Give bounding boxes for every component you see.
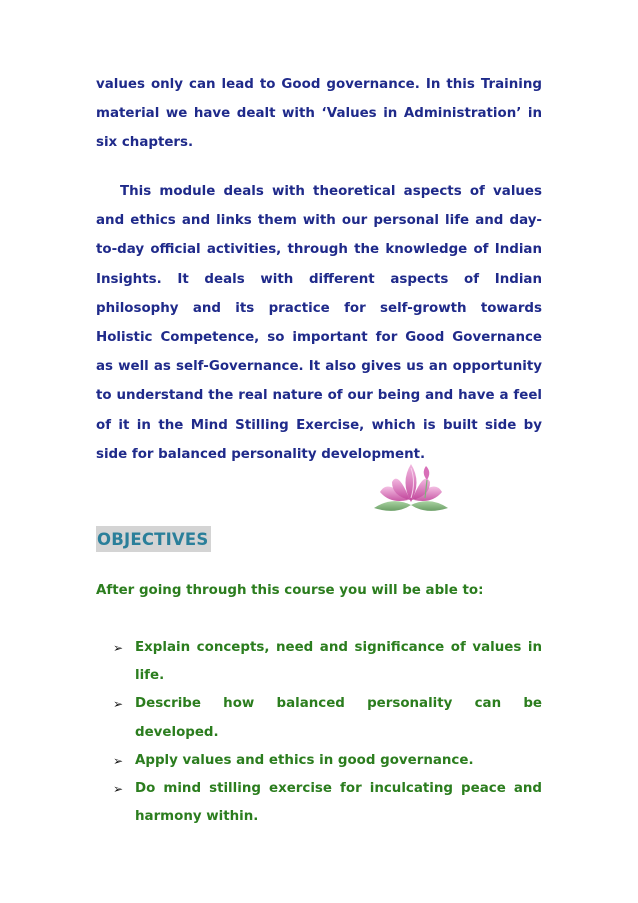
lotus-flower-icon [370, 458, 452, 518]
objective-item-explain-concepts [110, 634, 542, 690]
objective-text: Do mind stilling exercise for inculcating peace and harmony within. [135, 781, 542, 825]
objectives-heading: OBJECTIVES [96, 526, 211, 552]
objective-item-mind-stilling [110, 775, 542, 831]
objective-text: Describe how balanced personality can be developed. [135, 696, 542, 740]
objectives-intro: After going through this course you will be able to: [96, 583, 484, 598]
arrow-bullet-icon: ➢ [112, 697, 124, 712]
objective-item-apply-values [110, 747, 542, 775]
objectives-list [110, 634, 542, 831]
arrow-bullet-icon: ➢ [112, 782, 124, 797]
objective-text: Explain concepts, need and significance of values in life. [135, 640, 542, 684]
objective-text: Apply values and ethics in good governance. [135, 752, 474, 768]
arrow-bullet-icon: ➢ [112, 753, 124, 768]
paragraph-module-description: This module deals with theoretical aspects of values and ethics and links them with our personal life and day-to-day official activities, through the knowledge of Indian Insights. It deals with different aspects of Indian philosophy and its practice for self-growth towards Holistic Competence, so important for Good Governance as well as self-Governance. It also gives us an opportunity to understand the real nature of our being and have a feel of it in the Mind Stilling Exercise, which is built side by side for balanced personality development. [96, 184, 542, 462]
arrow-bullet-icon: ➢ [112, 641, 124, 655]
objective-item-balanced-personality [110, 690, 542, 746]
paragraph-governance: values only can lead to Good governance. In this Training material we have dealt with ‘Values in Administration’ in six chapters. [96, 77, 542, 151]
